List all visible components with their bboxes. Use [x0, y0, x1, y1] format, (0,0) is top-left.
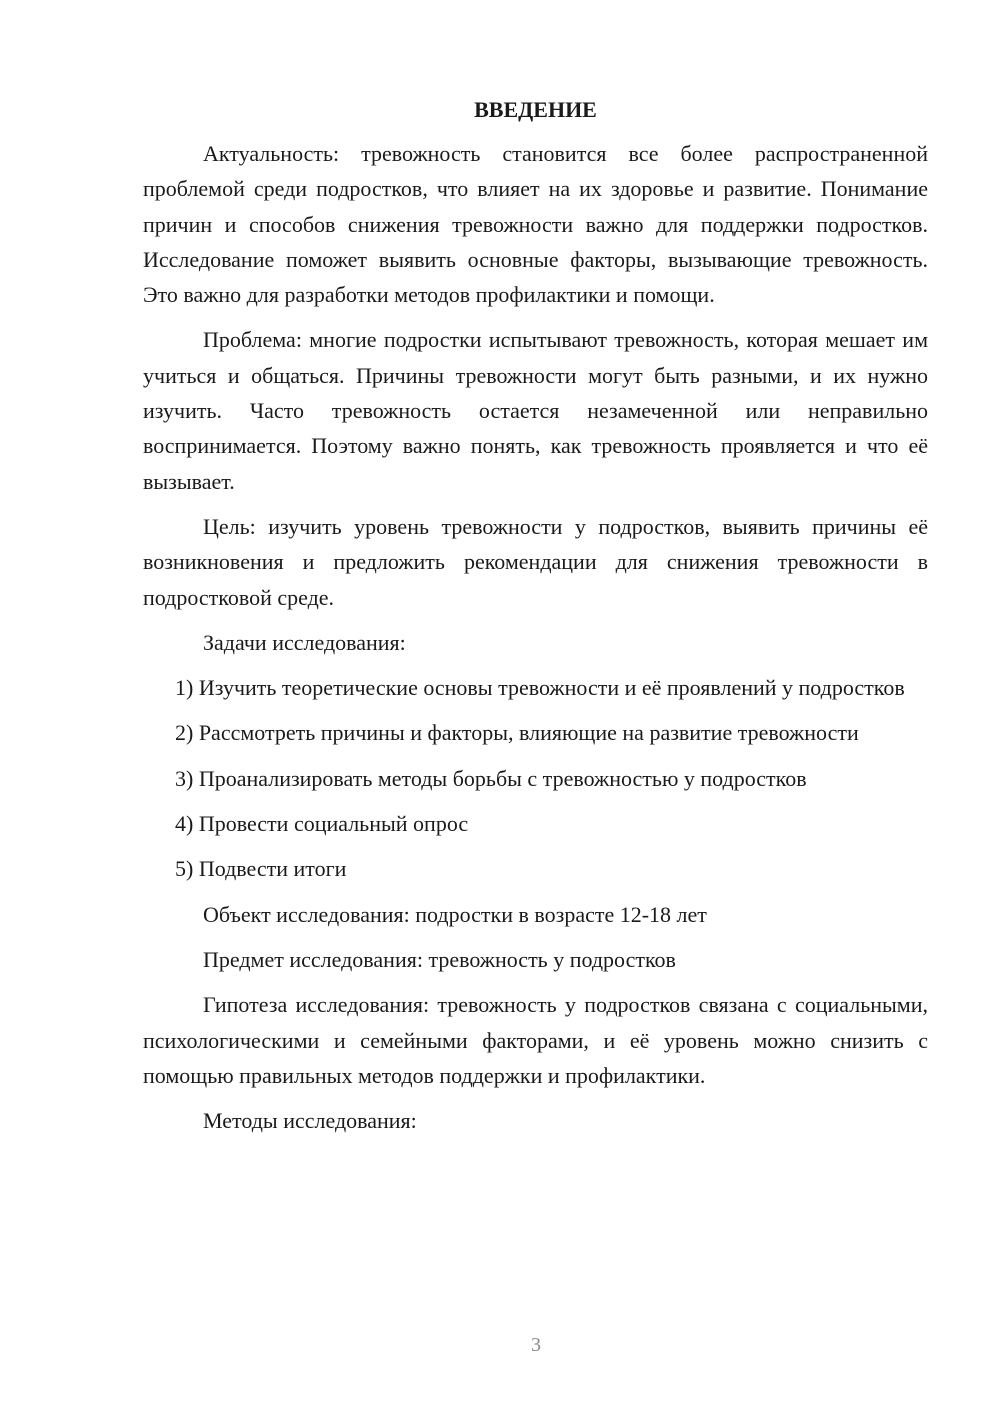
- tasks-heading: Задачи исследования:: [203, 629, 406, 655]
- page-title: ВВЕДЕНИЕ: [474, 97, 597, 122]
- task-item-5: 5) Подвести итоги: [175, 856, 347, 882]
- document-page: [143, 92, 928, 1148]
- paragraph-relevance: Актуальность: тревожность становится все более распространенной проблемой среди подростков, что влияет на их здоровье и развитие. Понимание причин и способов снижения тревожности важно для поддержки подростков. Исследование поможет выявить основные факторы, вызывающие тревожность. Это важно для разработки методов профилактики и помощи.: [143, 141, 928, 308]
- task-item-2: 2) Рассмотреть причины и факторы, влияющие на развитие тревожности: [175, 720, 859, 746]
- paragraph-subject: Предмет исследования: тревожность у подростков: [203, 946, 676, 972]
- task-item-4: 4) Провести социальный опрос: [175, 811, 469, 837]
- paragraph-methods: Методы исследования:: [203, 1108, 417, 1134]
- paragraph-object: Объект исследования: подростки в возрасте 12-18 лет: [203, 901, 707, 927]
- task-item-1: 1) Изучить теоретические основы тревожности и её проявлений у подростков: [175, 675, 905, 701]
- paragraph-hypothesis: Гипотеза исследования: тревожность у подростков связана с социальными, психологическими и семейными факторами, и её уровень можно снизить с помощью правильных методов поддержки и профилактики.: [143, 992, 928, 1088]
- paragraph-goal: Цель: изучить уровень тревожности у подростков, выявить причины её возникновения и предложить рекомендации для снижения тревожности в подростковой среде.: [143, 513, 928, 610]
- page-number: 3: [531, 1334, 541, 1356]
- task-item-3: 3) Проанализировать методы борьбы с тревожностью у подростков: [175, 765, 807, 791]
- paragraph-problem: Проблема: многие подростки испытывают тревожность, которая мешает им учиться и общаться. Причины тревожности могут быть разными, и их нужно изучить. Часто тревожность остается незамеченной или неправильно воспринимается. Поэтому важно понять, как тревожность проявляется и что её вызывает.: [143, 327, 928, 494]
